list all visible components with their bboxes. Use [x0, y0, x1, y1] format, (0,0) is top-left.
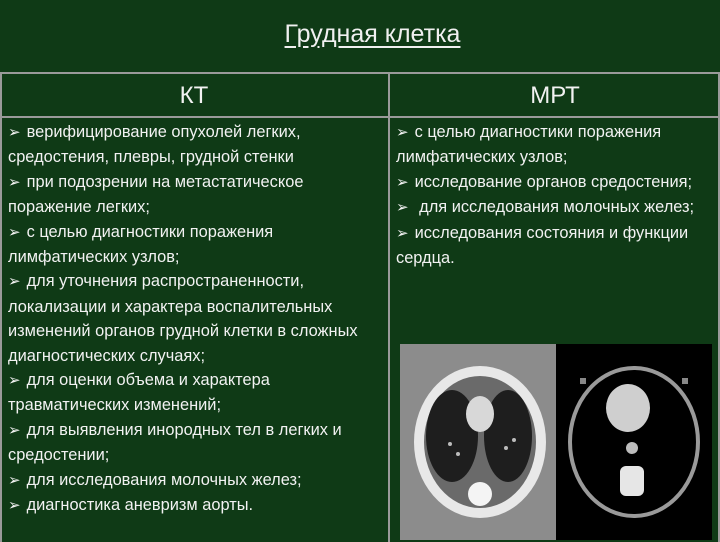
list-item — [8, 120, 384, 170]
kt-item-text: для оценки объема и характера травматических изменений; — [8, 371, 270, 415]
kt-item-text: для исследования молочных желез; — [26, 470, 302, 489]
vertebra — [468, 482, 492, 506]
rib-dot — [580, 378, 586, 384]
vessel-dot — [448, 442, 452, 446]
arrow-bullet-icon: ➢ — [8, 124, 21, 141]
header-kt: КТ — [179, 82, 209, 109]
list-item — [396, 120, 714, 170]
vessel-dot — [456, 452, 460, 456]
arrow-bullet-icon: ➢ — [396, 124, 409, 141]
spine — [620, 466, 644, 496]
ct-scan-images — [400, 344, 712, 540]
kt-item-text: с целью диагностики поражения лимфатических узлов; — [8, 222, 274, 267]
list-item — [8, 269, 384, 368]
kt-item-text: при подозрении на метастатическое поражение легких; — [8, 172, 304, 217]
list-item — [8, 493, 384, 518]
vessel-dot — [504, 446, 508, 450]
comparison-table — [0, 72, 720, 542]
kt-item-text: для уточнения распространенности, локализации и характера воспалительных изменений органов грудной клетки в сложных диагностических случаях; — [8, 272, 358, 365]
list-item — [8, 418, 384, 468]
mrt-item-text: для исследования молочных желез; — [414, 198, 695, 217]
arrow-bullet-icon: ➢ — [8, 497, 21, 515]
mediastinal-window-background — [556, 344, 712, 540]
column-divider — [388, 74, 390, 542]
list-item — [396, 195, 714, 220]
mrt-column — [396, 120, 714, 270]
arrow-bullet-icon: ➢ — [8, 421, 21, 439]
arrow-bullet-icon: ➢ — [8, 372, 21, 390]
mrt-item-text: исследование органов средостения; — [414, 172, 693, 191]
arrow-bullet-icon: ➢ — [396, 173, 409, 191]
list-item — [8, 468, 384, 493]
mrt-item-text: исследования состояния и функции сердца. — [396, 223, 689, 268]
ct-scan-illustration — [400, 344, 712, 540]
aorta — [626, 442, 638, 454]
kt-column — [8, 120, 384, 519]
list-item — [8, 170, 384, 220]
vessel-dot — [512, 438, 516, 442]
list-item — [396, 170, 714, 195]
arrow-bullet-icon: ➢ — [396, 224, 409, 242]
table-border-left — [0, 74, 2, 542]
arrow-bullet-icon: ➢ — [8, 173, 21, 191]
table-header-row — [0, 74, 720, 118]
kt-item-text: диагностика аневризм аорты. — [26, 496, 254, 515]
arrow-bullet-icon: ➢ — [8, 223, 21, 241]
kt-item-text: верифицирование опухолей легких, средостения, плевры, грудной стенки — [8, 123, 301, 167]
mediastinum — [466, 396, 494, 432]
list-item — [8, 220, 384, 270]
header-mrt: МРТ — [530, 82, 580, 109]
arrow-bullet-icon: ➢ — [8, 471, 21, 489]
arrow-bullet-icon: ➢ — [396, 199, 409, 217]
mrt-item-text: с целью диагностики поражения лимфатических узлов; — [396, 123, 662, 167]
list-item — [396, 221, 714, 271]
kt-item-text: для выявления инородных тел в легких и средостении; — [8, 420, 342, 465]
slide-title: Грудная клетка — [284, 20, 461, 48]
arrow-bullet-icon: ➢ — [8, 273, 21, 291]
list-item — [8, 368, 384, 418]
heart — [606, 384, 650, 432]
rib-dot — [682, 378, 688, 384]
